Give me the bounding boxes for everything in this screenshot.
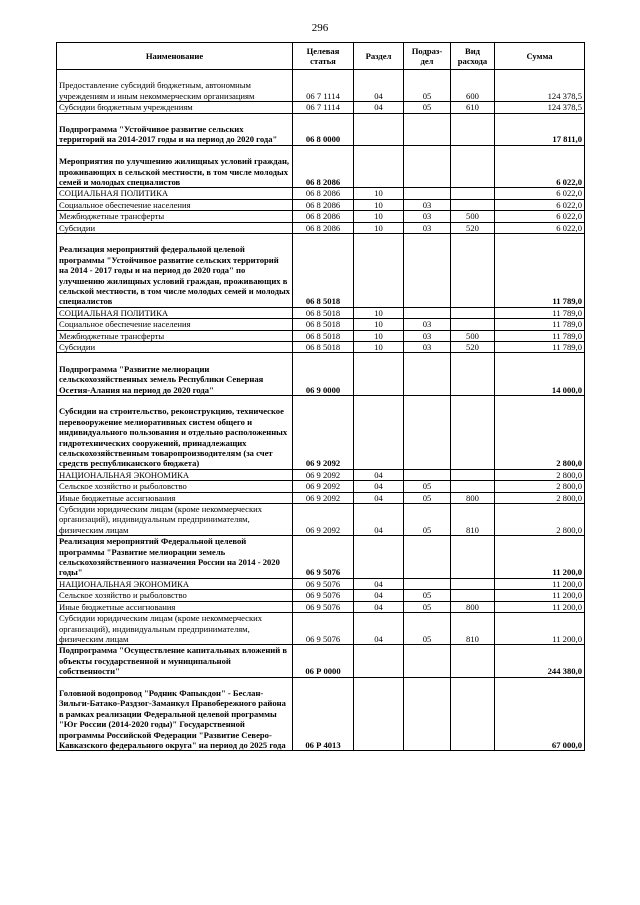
row-subsection-cell xyxy=(404,307,451,318)
table-row xyxy=(57,319,585,330)
row-amount-cell: 11 789,0 xyxy=(495,234,585,308)
row-section-cell: 04 xyxy=(354,102,404,113)
row-amount-cell: 11 789,0 xyxy=(495,342,585,353)
table-row xyxy=(57,578,585,589)
row-name-cell: НАЦИОНАЛЬНАЯ ЭКОНОМИКА xyxy=(57,578,293,589)
row-subsection-cell: 05 xyxy=(404,70,451,102)
row-expense-type-cell xyxy=(451,645,495,677)
row-target-article-cell: 06 8 0000 xyxy=(293,113,354,145)
table-row xyxy=(57,481,585,492)
header-amount: Сумма xyxy=(495,43,585,70)
row-amount-cell: 6 022,0 xyxy=(495,188,585,199)
row-subsection-cell: 05 xyxy=(404,102,451,113)
row-section-cell: 04 xyxy=(354,504,404,536)
row-section-cell xyxy=(354,677,404,751)
row-subsection-cell xyxy=(404,145,451,188)
row-expense-type-cell xyxy=(451,319,495,330)
row-amount-cell: 2 800,0 xyxy=(495,504,585,536)
row-target-article-cell: 06 8 2086 xyxy=(293,199,354,210)
row-amount-cell: 2 800,0 xyxy=(495,492,585,503)
row-section-cell: 04 xyxy=(354,492,404,503)
row-expense-type-cell: 500 xyxy=(451,211,495,222)
row-section-cell: 10 xyxy=(354,199,404,210)
row-subsection-cell xyxy=(404,188,451,199)
table-row xyxy=(57,492,585,503)
row-subsection-cell xyxy=(404,469,451,480)
table-body xyxy=(57,70,585,751)
row-name-cell: Предоставление субсидий бюджетным, автономным учреждениям и иным некоммерческим организациям xyxy=(57,70,293,102)
row-expense-type-cell: 800 xyxy=(451,492,495,503)
row-name-cell: Иные бюджетные ассигнования xyxy=(57,601,293,612)
row-expense-type-cell xyxy=(451,188,495,199)
row-section-cell xyxy=(354,145,404,188)
row-target-article-cell: 06 9 2092 xyxy=(293,481,354,492)
row-name-cell: Субсидии на строительство, реконструкцию, техническое перевооружение мелиоративных систем общего и индивидуального пользования и отдельно расположенных гидротехнических сооружений, принадлежащих сельскохозяйственным товаропроизводителям (за счет средств республиканского бюджета) xyxy=(57,396,293,470)
row-target-article-cell: 06 8 2086 xyxy=(293,222,354,233)
row-section-cell xyxy=(354,113,404,145)
row-name-cell: Межбюджетные трансферты xyxy=(57,211,293,222)
row-subsection-cell: 05 xyxy=(404,601,451,612)
row-name-cell: НАЦИОНАЛЬНАЯ ЭКОНОМИКА xyxy=(57,469,293,480)
table-row xyxy=(57,469,585,480)
row-amount-cell: 11 789,0 xyxy=(495,307,585,318)
row-expense-type-cell: 800 xyxy=(451,601,495,612)
table-row xyxy=(57,234,585,308)
row-section-cell xyxy=(354,645,404,677)
row-expense-type-cell xyxy=(451,590,495,601)
table-row xyxy=(57,222,585,233)
page-number: 296 xyxy=(311,22,329,34)
row-amount-cell: 124 378,5 xyxy=(495,102,585,113)
row-name-cell: Социальное обеспечение населения xyxy=(57,199,293,210)
row-target-article-cell: 06 9 5076 xyxy=(293,590,354,601)
row-amount-cell: 67 000,0 xyxy=(495,677,585,751)
row-section-cell: 10 xyxy=(354,330,404,341)
row-name-cell: Сельское хозяйство и рыболовство xyxy=(57,481,293,492)
row-name-cell: Субсидии xyxy=(57,222,293,233)
row-target-article-cell: 06 8 5018 xyxy=(293,342,354,353)
row-section-cell xyxy=(354,536,404,579)
row-section-cell: 10 xyxy=(354,319,404,330)
row-section-cell: 04 xyxy=(354,590,404,601)
row-expense-type-cell: 810 xyxy=(451,504,495,536)
row-section-cell: 10 xyxy=(354,342,404,353)
row-target-article-cell: 06 8 2086 xyxy=(293,188,354,199)
row-target-article-cell: 06 9 2092 xyxy=(293,504,354,536)
row-target-article-cell: 06 8 5018 xyxy=(293,234,354,308)
table-row xyxy=(57,113,585,145)
row-section-cell: 04 xyxy=(354,601,404,612)
row-name-cell: Субсидии юридическим лицам (кроме некоммерческих организаций), индивидуальным предпринимателям, физическим лицам xyxy=(57,504,293,536)
row-section-cell: 10 xyxy=(354,222,404,233)
row-amount-cell: 6 022,0 xyxy=(495,211,585,222)
row-section-cell xyxy=(354,396,404,470)
row-name-cell: Субсидии юридическим лицам (кроме некоммерческих организаций), индивидуальным предпринимателям, физическим лицам xyxy=(57,613,293,645)
row-expense-type-cell xyxy=(451,145,495,188)
row-name-cell: СОЦИАЛЬНАЯ ПОЛИТИКА xyxy=(57,188,293,199)
row-expense-type-cell xyxy=(451,469,495,480)
row-subsection-cell xyxy=(404,677,451,751)
row-target-article-cell: 06 9 5076 xyxy=(293,536,354,579)
row-subsection-cell: 03 xyxy=(404,199,451,210)
row-amount-cell: 11 789,0 xyxy=(495,330,585,341)
table-row xyxy=(57,590,585,601)
row-name-cell: Субсидии xyxy=(57,342,293,353)
table-row xyxy=(57,601,585,612)
row-name-cell: Подпрограмма "Осуществление капитальных вложений в объекты государственной и муниципальной собственности" xyxy=(57,645,293,677)
row-amount-cell: 2 800,0 xyxy=(495,469,585,480)
row-amount-cell: 11 200,0 xyxy=(495,536,585,579)
row-section-cell xyxy=(354,234,404,308)
table-row xyxy=(57,342,585,353)
table-row xyxy=(57,536,585,579)
row-name-cell: СОЦИАЛЬНАЯ ПОЛИТИКА xyxy=(57,307,293,318)
row-amount-cell: 6 022,0 xyxy=(495,145,585,188)
row-section-cell xyxy=(354,353,404,396)
row-name-cell: Мероприятия по улучшению жилищных условий граждан, проживающих в сельской местности, в том числе молодых семей и молодых специалистов xyxy=(57,145,293,188)
row-target-article-cell: 06 Р 0000 xyxy=(293,645,354,677)
row-subsection-cell xyxy=(404,234,451,308)
row-amount-cell: 11 789,0 xyxy=(495,319,585,330)
row-amount-cell: 2 800,0 xyxy=(495,481,585,492)
table-row xyxy=(57,211,585,222)
row-section-cell: 10 xyxy=(354,188,404,199)
row-section-cell: 04 xyxy=(354,613,404,645)
table-row xyxy=(57,199,585,210)
row-subsection-cell: 03 xyxy=(404,342,451,353)
row-target-article-cell: 06 9 5076 xyxy=(293,578,354,589)
row-amount-cell: 14 000,0 xyxy=(495,353,585,396)
row-target-article-cell: 06 9 5076 xyxy=(293,613,354,645)
row-expense-type-cell: 520 xyxy=(451,222,495,233)
row-name-cell: Реализация мероприятий Федеральной целевой программы "Развитие мелиорации земель сельскохозяйственного назначения России на 2014 - 2020 годы" xyxy=(57,536,293,579)
table-row xyxy=(57,645,585,677)
row-amount-cell: 11 200,0 xyxy=(495,601,585,612)
row-target-article-cell: 06 Р 4013 xyxy=(293,677,354,751)
row-subsection-cell xyxy=(404,113,451,145)
row-name-cell: Социальное обеспечение населения xyxy=(57,319,293,330)
row-name-cell: Субсидии бюджетным учреждениям xyxy=(57,102,293,113)
row-amount-cell: 17 811,0 xyxy=(495,113,585,145)
row-section-cell: 10 xyxy=(354,307,404,318)
row-expense-type-cell xyxy=(451,677,495,751)
table-row xyxy=(57,330,585,341)
table-row xyxy=(57,145,585,188)
row-amount-cell: 2 800,0 xyxy=(495,396,585,470)
row-amount-cell: 11 200,0 xyxy=(495,590,585,601)
row-subsection-cell: 03 xyxy=(404,211,451,222)
table-header-row xyxy=(57,43,585,70)
row-target-article-cell: 06 7 1114 xyxy=(293,70,354,102)
row-expense-type-cell xyxy=(451,578,495,589)
row-section-cell: 04 xyxy=(354,578,404,589)
header-name: Наименование xyxy=(57,43,293,70)
row-expense-type-cell xyxy=(451,113,495,145)
row-name-cell: Иные бюджетные ассигнования xyxy=(57,492,293,503)
row-amount-cell: 244 380,0 xyxy=(495,645,585,677)
row-subsection-cell xyxy=(404,353,451,396)
row-target-article-cell: 06 9 5076 xyxy=(293,601,354,612)
row-subsection-cell xyxy=(404,645,451,677)
header-expense-type: Вид расхода xyxy=(451,43,495,70)
row-target-article-cell: 06 8 5018 xyxy=(293,330,354,341)
table-row xyxy=(57,677,585,751)
row-subsection-cell: 03 xyxy=(404,319,451,330)
row-name-cell: Подпрограмма "Развитие мелиорации сельскохозяйственных земель Республики Северная Осетия-Алания на период до 2020 года" xyxy=(57,353,293,396)
row-target-article-cell: 06 8 5018 xyxy=(293,307,354,318)
row-subsection-cell: 05 xyxy=(404,492,451,503)
budget-table xyxy=(56,42,585,751)
row-subsection-cell: 05 xyxy=(404,504,451,536)
table-row xyxy=(57,188,585,199)
row-subsection-cell xyxy=(404,536,451,579)
row-expense-type-cell xyxy=(451,199,495,210)
row-subsection-cell: 05 xyxy=(404,613,451,645)
row-section-cell: 04 xyxy=(354,70,404,102)
row-amount-cell: 6 022,0 xyxy=(495,222,585,233)
table-row xyxy=(57,504,585,536)
row-expense-type-cell: 610 xyxy=(451,102,495,113)
row-subsection-cell xyxy=(404,396,451,470)
row-subsection-cell: 05 xyxy=(404,590,451,601)
row-target-article-cell: 06 8 2086 xyxy=(293,211,354,222)
row-section-cell: 04 xyxy=(354,481,404,492)
row-expense-type-cell: 600 xyxy=(451,70,495,102)
header-target-article: Целевая статья xyxy=(293,43,354,70)
row-expense-type-cell xyxy=(451,307,495,318)
row-expense-type-cell xyxy=(451,353,495,396)
row-subsection-cell: 03 xyxy=(404,330,451,341)
row-expense-type-cell xyxy=(451,536,495,579)
table-row xyxy=(57,102,585,113)
table-row xyxy=(57,353,585,396)
header-section: Раздел xyxy=(354,43,404,70)
row-name-cell: Подпрограмма "Устойчивое развитие сельских территорий на 2014-2017 годы и на период до 2020 года" xyxy=(57,113,293,145)
row-expense-type-cell xyxy=(451,396,495,470)
table-row xyxy=(57,613,585,645)
row-target-article-cell: 06 9 2092 xyxy=(293,469,354,480)
row-subsection-cell xyxy=(404,578,451,589)
row-name-cell: Реализация мероприятий федеральной целевой программы "Устойчивое развитие сельских территорий на 2014 - 2017 годы и на период до 2020 года" по улучшению жилищных условий граждан, проживающих в сельской местности, в том числе молодых семей и молодых специалистов xyxy=(57,234,293,308)
row-name-cell: Сельское хозяйство и рыболовство xyxy=(57,590,293,601)
row-expense-type-cell: 520 xyxy=(451,342,495,353)
row-target-article-cell: 06 8 5018 xyxy=(293,319,354,330)
row-name-cell: Межбюджетные трансферты xyxy=(57,330,293,341)
row-target-article-cell: 06 9 0000 xyxy=(293,353,354,396)
table-row xyxy=(57,396,585,470)
row-expense-type-cell: 500 xyxy=(451,330,495,341)
row-target-article-cell: 06 7 1114 xyxy=(293,102,354,113)
row-amount-cell: 124 378,5 xyxy=(495,70,585,102)
row-expense-type-cell xyxy=(451,481,495,492)
row-subsection-cell: 05 xyxy=(404,481,451,492)
row-amount-cell: 11 200,0 xyxy=(495,578,585,589)
row-target-article-cell: 06 9 2092 xyxy=(293,396,354,470)
row-name-cell: Головной водопровод "Родник Фапыкдон" - Беслан-Зильги-Батако-Раздзог-Заманкул Правобережного района в рамках реализации Федеральной целевой программы "Юг России (2014-2020 годы)" Государственной программы Российской Федерации "Развитие Северо-Кавказского федерального округа" на период до 2025 года xyxy=(57,677,293,751)
row-expense-type-cell: 810 xyxy=(451,613,495,645)
header-subsection: Подраз-дел xyxy=(404,43,451,70)
row-amount-cell: 11 200,0 xyxy=(495,613,585,645)
row-section-cell: 04 xyxy=(354,469,404,480)
row-target-article-cell: 06 8 2086 xyxy=(293,145,354,188)
row-section-cell: 10 xyxy=(354,211,404,222)
row-subsection-cell: 03 xyxy=(404,222,451,233)
row-target-article-cell: 06 9 2092 xyxy=(293,492,354,503)
table-row xyxy=(57,307,585,318)
table-row xyxy=(57,70,585,102)
row-amount-cell: 6 022,0 xyxy=(495,199,585,210)
row-expense-type-cell xyxy=(451,234,495,308)
